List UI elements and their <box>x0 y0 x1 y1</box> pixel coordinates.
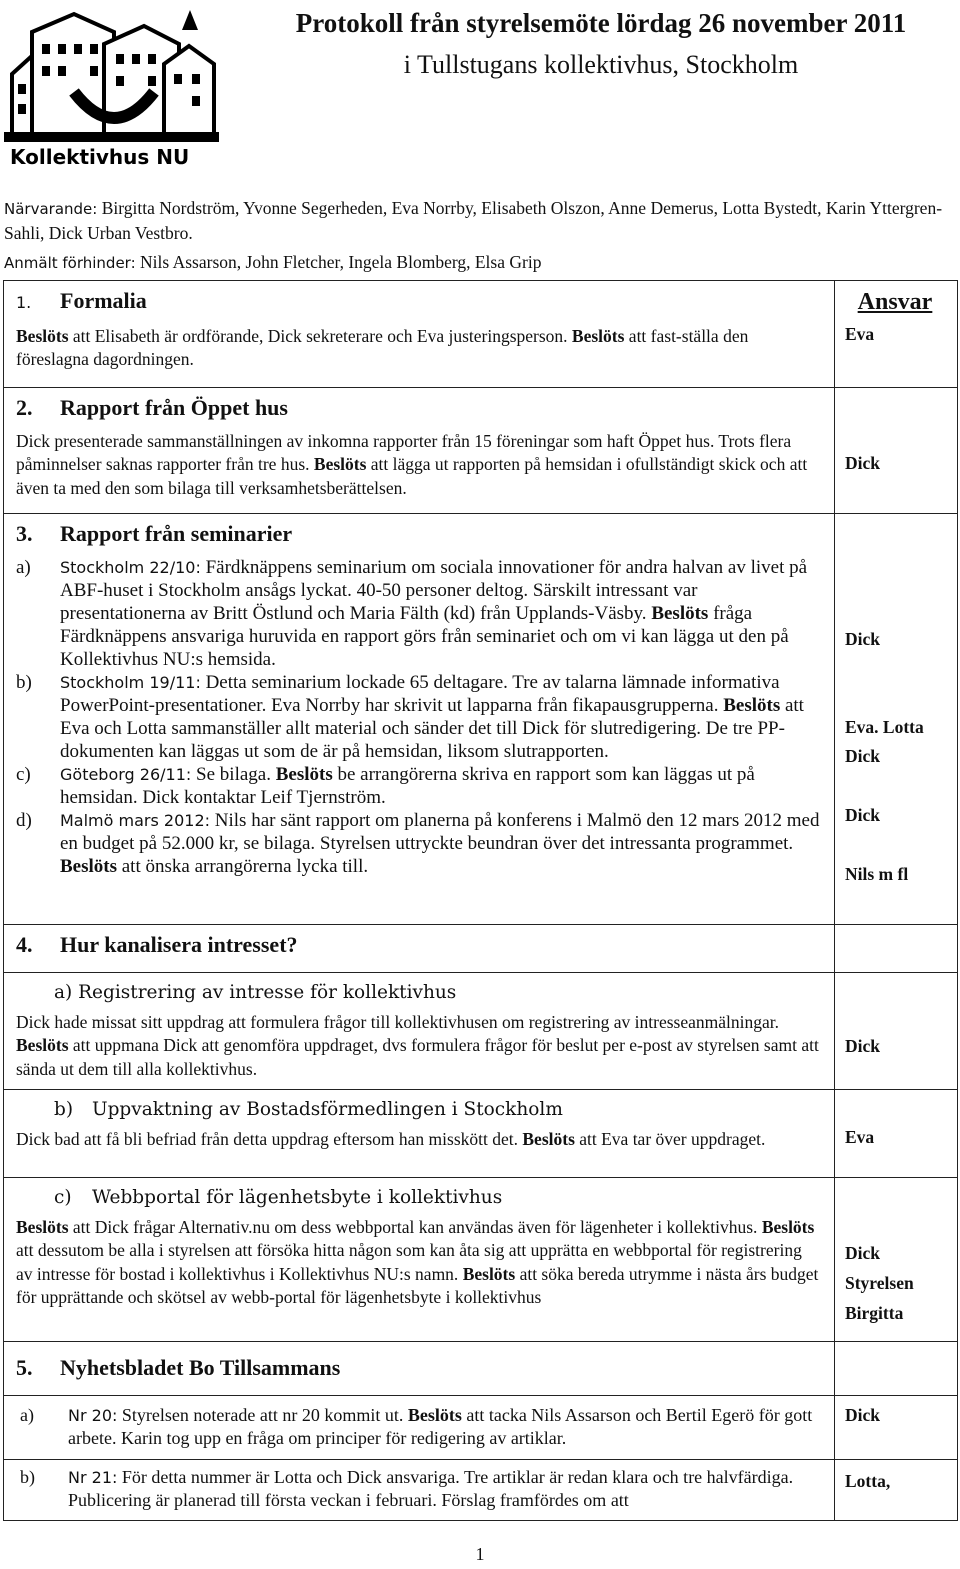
absent-names: Nils Assarson, John Fletcher, Ingela Blomberg, Elsa Grip <box>140 252 542 272</box>
section-3-item-b: b) Stockholm 19/11: Detta seminarium lockade 65 deltagare. Tre av talarna lämnade informativa PowerPoint-presentationer. Eva Norrby har skrivit ut lapparna från fikapausgrupperna. Beslöts att Eva och Lotta sammanställer allt material och sänder det till Dick för slutredigering. De tre PP-dokumenten kan läggas ut som de är på hemsidan, liksom slutrapporten. <box>16 671 804 762</box>
section-1-text: Beslöts att Elisabeth är ordförande, Dick sekreterare och Eva justeringsperson. Beslöts att fast-ställa den föreslagna dagordningen. <box>16 325 749 369</box>
section-5b: b) Nr 21: För detta nummer är Lotta och Dick ansvariga. Tre artiklar är redan klara och tre halvfärdiga. Publicering är planerad till första veckan i februari. Förslag framfördes om att <box>4 1460 835 1521</box>
section-4a <box>4 973 835 1090</box>
section-5a-responsible: Dick <box>835 1396 958 1460</box>
section-3-title: Rapport från seminarier <box>60 521 293 546</box>
section-4c-row <box>4 1178 958 1342</box>
section-4c: c) Webbportal för lägenhetsbyte i kollektivhus Beslöts att Dick frågar Alternativ.nu om dess webbportal kan användas även för lägenheter i kollektivhus. Beslöts att dessutom be alla i styrelsen att försöka hitta någon som kan åta sig att upprätta en webbportal för registrering av intresse för bostad i kollektivhus i Kollektivhus NU:s namn. Beslöts att söka bereda utrymme i nästa års budget för upprättande och skötsel av webb-portal för lägenhetsbyte i kollektivhus <box>4 1178 835 1342</box>
section-5b-row <box>4 1460 958 1521</box>
present-label: Närvarande: <box>4 200 98 218</box>
present-names: Birgitta Nordström, Yvonne Segerheden, Eva Norrby, Elisabeth Olszon, Anne Demerus, Lotta Bystedt, Karin Yttergren-Sahli, Dick Urban Vestbro. <box>4 198 943 243</box>
ansvar-header: Ansvar <box>857 289 933 315</box>
section-3-responsible: Dick Eva. Lotta Dick Dick Nils m fl <box>835 514 958 925</box>
document-title: Protokoll från styrelsemöte lördag 26 november 2011 <box>295 8 907 38</box>
section-4-title: Hur kanalisera intresset? <box>60 932 298 957</box>
section-2-row <box>4 388 958 514</box>
section-5-title: Nyhetsbladet Bo Tillsammans <box>60 1355 341 1380</box>
section-4b-responsible: Eva <box>835 1090 958 1178</box>
section-5a-row <box>4 1396 958 1460</box>
section-5a: a) Nr 20: Styrelsen noterade att nr 20 kommit ut. Beslöts att tacka Nils Assarson och Bertil Egerö för gott arbete. Karin tog upp en fråga om principer för redigering av artiklar. <box>4 1396 835 1460</box>
section-4b-row <box>4 1090 958 1178</box>
section-2-responsible: Dick <box>835 388 958 514</box>
section-4b: b) Uppvaktning av Bostadsförmedlingen i Stockholm Dick bad att få bli befriad från detta uppdrag eftersom han misskött det. Beslöts att Eva tar över uppdraget. <box>4 1090 835 1178</box>
page-number: 1 <box>475 1544 485 1564</box>
section-2-text: Dick presenterade sammanställningen av inkomna rapporter från 15 föreningar som haft Öppet hus. Trots flera påminnelser saknas rapporter från tre hus. Beslöts att lägga ut rapporten på hemsidan i ofullständigt skick och att även ta med den som bilaga till verksamhetsberättelsen. <box>16 430 808 498</box>
section-1-row <box>4 281 958 388</box>
section-4c-responsible: Dick Styrelsen Birgitta <box>835 1178 958 1342</box>
section-1: 1. Formalia Beslöts att Elisabeth är ordförande, Dick sekreterare och Eva justeringsperson. Beslöts att fast-ställa den föreslagna dagordningen. <box>4 281 835 388</box>
section-4a-heading: a) Registrering av intresse för kollektivhus <box>54 982 457 1003</box>
absent-label: Anmält förhinder: <box>4 254 136 272</box>
section-1-responsible: Ansvar Eva <box>835 281 958 388</box>
document-subtitle: i Tullstugans kollektivhus, Stockholm <box>403 50 799 79</box>
section-4c-text: Beslöts att Dick frågar Alternativ.nu om dess webbportal kan användas även för lägenheter i kollektivhus. Beslöts att dessutom be alla i styrelsen att försöka hitta någon som kan åta sig att upprätta en webbportal för registrering av intresse för bostad i kollektivhus i Kollektivhus NU:s namn. Beslöts att söka bereda utrymme i nästa års budget för upprättande och skötsel av webb-portal för lägenhetsbyte i kollektivhus <box>16 1216 819 1307</box>
logo-text: Kollektivhus NU <box>10 145 190 168</box>
protocol-table <box>3 280 958 1521</box>
kollektivhus-nu-logo <box>4 4 232 168</box>
section-4a-responsible: Dick <box>835 973 958 1090</box>
section-3-item-d: d) Malmö mars 2012: Nils har sänt rapport om planerna på konferens i Malmö den 12 mars 2012 med en budget på 52.000 kr, se bilaga. Styrelsen uttryckte beundran över det intressanta programmet. Beslöts att önska arrangörerna lycka till. <box>16 809 820 877</box>
section-5-heading-row <box>4 1342 958 1396</box>
section-4-heading: 4. Hur kanalisera intresset? <box>4 925 835 973</box>
section-2-title: Rapport från Öppet hus <box>60 395 288 420</box>
absent-line <box>4 250 944 275</box>
section-4b-text: Dick bad att få bli befriad från detta uppdrag eftersom han misskött det. Beslöts att Eva tar över uppdraget. <box>16 1128 766 1149</box>
section-3-row <box>4 514 958 925</box>
section-5b-responsible: Lotta, <box>835 1460 958 1521</box>
section-5-heading: 5. Nyhetsbladet Bo Tillsammans <box>4 1342 835 1396</box>
section-4a-text: Dick hade missat sitt uppdrag att formulera frågor till kollektivhusen om registrering av intresseanmälningar. Beslöts att uppmana Dick att genomföra uppdraget, dvs formulera frågor för beslut per e-post av styrelsen samt att sända ut dem till alla kollektivhus. <box>16 1011 819 1079</box>
section-1-title: Formalia <box>60 288 147 313</box>
section-2: 2. Rapport från Öppet hus Dick presenterade sammanställningen av inkomna rapporter från 15 föreningar som haft Öppet hus. Trots flera påminnelser saknas rapporter från tre hus. Beslöts att lägga ut rapporten på hemsidan i ofullständigt skick och att även ta med den som bilaga till verksamhetsberättelsen. <box>4 388 835 514</box>
section-4c-heading: Webbportal för lägenhetsbyte i kollektivhus <box>92 1187 503 1208</box>
section-3: 3. Rapport från seminarier a) Stockholm 22/10: Färdknäppens seminarium om sociala innovationer för andra halvan av livet på ABF-huset i Stockholm ansågs lyckat. 40-50 personer deltog. Särskilt intressant var presentationerna av Britt Östlund och Maria Fälth (kd) från Upplands-Väsby. Beslöts fråga Färdknäppens ansvariga huruvida en rapport görs från seminariet och om vi kan lägga ut den på Kollektivhus NU:s hemsida. b) Stockholm 19/11: Detta seminarium lockade 65 deltagare. Tre av talarna lämnade informativa PowerPoint-presentationer. Eva Norrby har skrivit ut lapparna från fikapausgrupperna. Beslöts att Eva och Lotta sammanställer allt material och sänder det till Dick för slutredigering. De tre PP-dokumenten kan läggas ut som de är på hemsidan, liksom slutrapporten. c) Göteborg 26/11: Se bilaga. Beslöts be arrangörerna skriva en rapport som kan läggas ut på hemsidan. Dick kontaktar Leif Tjernström. d) Malmö mars 2012: Nils har sänt rapport om planerna på konferens i Malmö den 12 mars 2012 med en budget på 52.000 kr, se bilaga. Styrelsen uttryckte beundran över det intressanta programmet. Beslöts att önska arrangörerna lycka till. <box>4 514 835 925</box>
present-line <box>4 196 944 245</box>
section-4a-row <box>4 973 958 1090</box>
section-4-heading-row <box>4 925 958 973</box>
section-3-item-a: a) Stockholm 22/10: Färdknäppens seminarium om sociala innovationer för andra halvan av livet på ABF-huset i Stockholm ansågs lyckat. 40-50 personer deltog. Särskilt intressant var presentationerna av Britt Östlund och Maria Fälth (kd) från Upplands-Väsby. Beslöts fråga Färdknäppens ansvariga huruvida en rapport görs från seminariet och om vi kan lägga ut den på Kollektivhus NU:s hemsida. <box>16 556 808 670</box>
section-4b-heading: Uppvaktning av Bostadsförmedlingen i Stockholm <box>92 1099 563 1120</box>
section-3-item-c: c) Göteborg 26/11: Se bilaga. Beslöts be arrangörerna skriva en rapport som kan läggas ut på hemsidan. Dick kontaktar Leif Tjernström. <box>16 763 755 808</box>
